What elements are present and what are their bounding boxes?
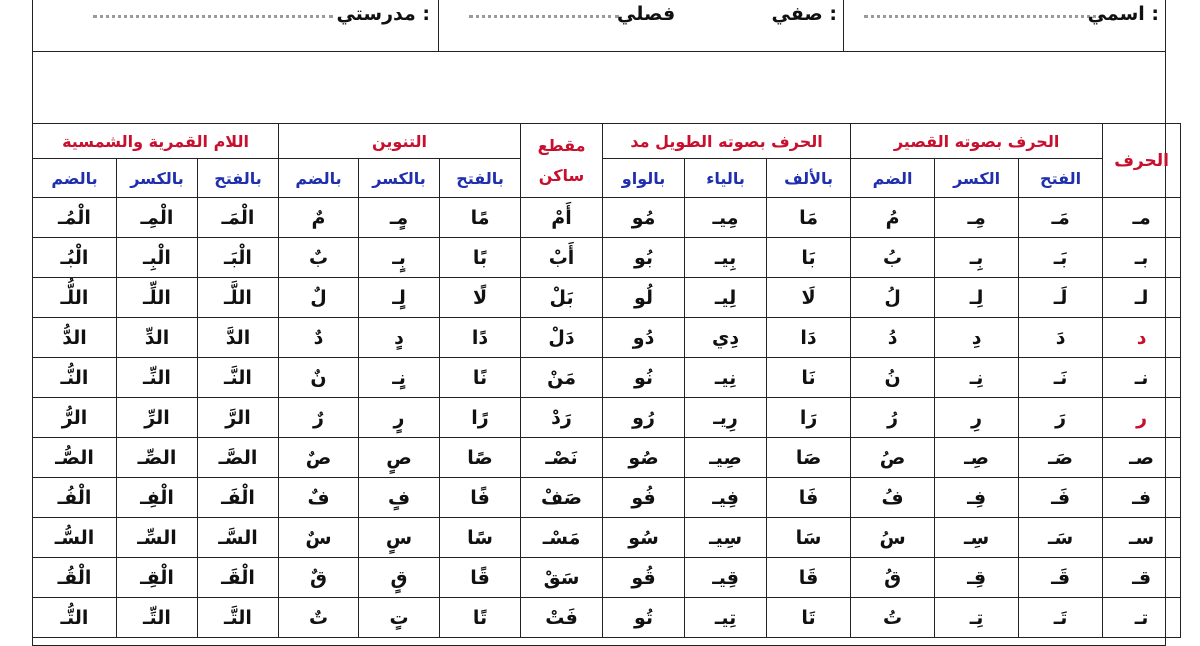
table-cell: الْمُـ (33, 198, 117, 238)
table-cell: نَا (767, 358, 851, 398)
subheader-lam-kasra: بالكسر (117, 159, 198, 198)
table-cell: الْقُـ (33, 558, 117, 598)
student-info-header (33, 0, 1165, 52)
table-cell: لٌ (279, 278, 359, 318)
school-cell (33, 0, 438, 51)
table-cell: الدُّ (33, 318, 117, 358)
worksheet (32, 0, 1169, 646)
table-cell: صُو (603, 438, 685, 478)
table-cell: لِيـ (685, 278, 767, 318)
table-cell: رَدْ (521, 398, 603, 438)
table-cell: رَا (767, 398, 851, 438)
table-cell: نُ (851, 358, 935, 398)
table-cell: تًا (440, 598, 521, 638)
table-cell: دُو (603, 318, 685, 358)
table-cell: الدَّ (198, 318, 279, 358)
table-cell: السِّـ (117, 518, 198, 558)
table-cell: مًا (440, 198, 521, 238)
table-cell: الْمِـ (117, 198, 198, 238)
table-cell: دَ (1019, 318, 1103, 358)
table-row (33, 198, 1181, 238)
table-cell: فُو (603, 478, 685, 518)
letter-cell: فـ (1103, 478, 1181, 518)
table-cell: نٍـ (359, 358, 440, 398)
table-cell: مِيـ (685, 198, 767, 238)
name-blank[interactable] (864, 15, 1104, 18)
table-cell: صٍ (359, 438, 440, 478)
table-cell: قُو (603, 558, 685, 598)
table-cell: رِ (935, 398, 1019, 438)
long-vowel-header: الحرف بصوته الطويل مد (603, 124, 851, 159)
table-cell: سَـ (1019, 518, 1103, 558)
table-cell: تُ (851, 598, 935, 638)
table-cell: بًا (440, 238, 521, 278)
name-cell (843, 0, 1165, 51)
class-label: فصلي (617, 3, 676, 25)
table-cell: فُ (851, 478, 935, 518)
table-cell: نَـ (1019, 358, 1103, 398)
table-row (33, 558, 1181, 598)
letters-table (32, 123, 1181, 638)
table-cell: أَبْ (521, 238, 603, 278)
subheader-fatha: الفتح (1019, 159, 1103, 198)
table-cell: بُو (603, 238, 685, 278)
table-cell: فٍ (359, 478, 440, 518)
table-cell: تِـ (935, 598, 1019, 638)
table-cell: قٌ (279, 558, 359, 598)
table-cell: صِـ (935, 438, 1019, 478)
table-cell: بَا (767, 238, 851, 278)
table-cell: نُو (603, 358, 685, 398)
table-cell: لَـ (1019, 278, 1103, 318)
subheader-alif: بالألف (767, 159, 851, 198)
school-label: مدرستي : (336, 3, 430, 25)
table-row (33, 398, 1181, 438)
table-row (33, 438, 1181, 478)
table-cell: أَمْ (521, 198, 603, 238)
table-cell: نٌ (279, 358, 359, 398)
table-row (33, 478, 1181, 518)
table-row (33, 278, 1181, 318)
table-cell: اللَّـ (198, 278, 279, 318)
letter-cell: صـ (1103, 438, 1181, 478)
table-cell: الرُّ (33, 398, 117, 438)
table-cell: سَا (767, 518, 851, 558)
table-cell: دُ (851, 318, 935, 358)
table-cell: الْمَـ (198, 198, 279, 238)
subheader-lam-fatha: بالفتح (198, 159, 279, 198)
table-cell: سُ (851, 518, 935, 558)
table-cell: الْبُـ (33, 238, 117, 278)
table-cell: مَنْ (521, 358, 603, 398)
letter-cell: د (1103, 318, 1181, 358)
table-cell: تٍ (359, 598, 440, 638)
table-cell: النُّـ (33, 358, 117, 398)
table-cell: فَتْ (521, 598, 603, 638)
subheader-damma: الضم (851, 159, 935, 198)
subheader-waw: بالواو (603, 159, 685, 198)
sakin-header: مقطع ساكن (521, 124, 603, 198)
table-cell: الرَّ (198, 398, 279, 438)
table-cell: رَ (1019, 398, 1103, 438)
table-cell: رِيـ (685, 398, 767, 438)
table-cell: مِـ (935, 198, 1019, 238)
table-cell: صَـ (1019, 438, 1103, 478)
table-cell: نِيـ (685, 358, 767, 398)
table-cell: الدِّ (117, 318, 198, 358)
table-cell: الْبِـ (117, 238, 198, 278)
table-cell: بُ (851, 238, 935, 278)
table-cell: صَفْ (521, 478, 603, 518)
subheader-tanween-kasra: بالكسر (359, 159, 440, 198)
table-cell: رٍ (359, 398, 440, 438)
table-cell: مٍـ (359, 198, 440, 238)
letter-cell: سـ (1103, 518, 1181, 558)
letter-cell: ر (1103, 398, 1181, 438)
table-cell: مَا (767, 198, 851, 238)
table-cell: الْبَـ (198, 238, 279, 278)
table-cell: رُ (851, 398, 935, 438)
grade-label: صفي : (771, 3, 837, 25)
table-cell: رُو (603, 398, 685, 438)
table-cell: اللِّـ (117, 278, 198, 318)
table-cell: قِـ (935, 558, 1019, 598)
table-cell: سٌ (279, 518, 359, 558)
table-cell: بٌ (279, 238, 359, 278)
letter-cell: تـ (1103, 598, 1181, 638)
table-cell: الرِّ (117, 398, 198, 438)
subheader-kasra: الكسر (935, 159, 1019, 198)
table-cell: رًا (440, 398, 521, 438)
table-cell: سِيـ (685, 518, 767, 558)
table-cell: التِّـ (117, 598, 198, 638)
table-cell: قِيـ (685, 558, 767, 598)
table-cell: فِـ (935, 478, 1019, 518)
table-cell: سُو (603, 518, 685, 558)
table-cell: دَا (767, 318, 851, 358)
table-cell: صِيـ (685, 438, 767, 478)
class-blank[interactable] (469, 15, 619, 18)
table-cell: بَـ (1019, 238, 1103, 278)
table-cell: مَـ (1019, 198, 1103, 238)
table-cell: نِـ (935, 358, 1019, 398)
lam-header: اللام القمرية والشمسية (33, 124, 279, 159)
subheader-lam-damma: بالضم (33, 159, 117, 198)
grade-class-cell (438, 0, 843, 51)
letter-column-header: الحرف (1103, 124, 1181, 198)
table-row (33, 358, 1181, 398)
table-cell: رٌ (279, 398, 359, 438)
table-cell: قَـ (1019, 558, 1103, 598)
table-cell: تٌ (279, 598, 359, 638)
table-cell: فَـ (1019, 478, 1103, 518)
table-row (33, 238, 1181, 278)
table-cell: لٍـ (359, 278, 440, 318)
letter-cell: قـ (1103, 558, 1181, 598)
table-cell: مُو (603, 198, 685, 238)
table-cell: بٍـ (359, 238, 440, 278)
table-cell: لِـ (935, 278, 1019, 318)
letter-cell: مـ (1103, 198, 1181, 238)
table-cell: الْقِـ (117, 558, 198, 598)
table-cell: التُّـ (33, 598, 117, 638)
table-cell: لُو (603, 278, 685, 318)
table-cell: دٍ (359, 318, 440, 358)
table-cell: تَـ (1019, 598, 1103, 638)
table-cell: بِيـ (685, 238, 767, 278)
table-cell: صُ (851, 438, 935, 478)
table-cell: بِـ (935, 238, 1019, 278)
short-vowel-header: الحرف بصوته القصير (851, 124, 1103, 159)
table-cell: الْقَـ (198, 558, 279, 598)
table-cell: قَا (767, 558, 851, 598)
table-cell: دًا (440, 318, 521, 358)
table-cell: دَلْ (521, 318, 603, 358)
table-cell: سِـ (935, 518, 1019, 558)
table-cell: صًا (440, 438, 521, 478)
table-cell: دِي (685, 318, 767, 358)
subheader-yaa: بالياء (685, 159, 767, 198)
table-cell: مُ (851, 198, 935, 238)
table-cell: النَّـ (198, 358, 279, 398)
letter-cell: نـ (1103, 358, 1181, 398)
table-cell: فِيـ (685, 478, 767, 518)
table-cell: قٍ (359, 558, 440, 598)
table-cell: سَقْ (521, 558, 603, 598)
table-cell: لَا (767, 278, 851, 318)
table-cell: سٍ (359, 518, 440, 558)
subheader-tanween-damma: بالضم (279, 159, 359, 198)
table-cell: النِّـ (117, 358, 198, 398)
table-cell: نَصْـ (521, 438, 603, 478)
table-cell: مٌ (279, 198, 359, 238)
table-cell: السُّـ (33, 518, 117, 558)
table-cell: اللُّـ (33, 278, 117, 318)
table-cell: الصَّـ (198, 438, 279, 478)
table-cell: سًا (440, 518, 521, 558)
table-cell: دِ (935, 318, 1019, 358)
table-row (33, 318, 1181, 358)
table-cell: الصُّـ (33, 438, 117, 478)
letter-cell: لـ (1103, 278, 1181, 318)
table-cell: الْفِـ (117, 478, 198, 518)
table-row (33, 598, 1181, 638)
table-cell: مَسْـ (521, 518, 603, 558)
table-cell: التَّـ (198, 598, 279, 638)
table-cell: فًا (440, 478, 521, 518)
tanween-header: التنوين (279, 124, 521, 159)
table-cell: فٌ (279, 478, 359, 518)
table-cell: الصِّـ (117, 438, 198, 478)
table-cell: بَلْ (521, 278, 603, 318)
name-label: اسمي : (1087, 3, 1159, 25)
table-cell: قًا (440, 558, 521, 598)
table-cell: السَّـ (198, 518, 279, 558)
table-body (33, 198, 1181, 638)
table-cell: نًا (440, 358, 521, 398)
table-cell: دٌ (279, 318, 359, 358)
table-cell: صَا (767, 438, 851, 478)
table-cell: لُ (851, 278, 935, 318)
table-cell: تِيـ (685, 598, 767, 638)
table-row (33, 518, 1181, 558)
school-blank[interactable] (93, 15, 333, 18)
letter-cell: بـ (1103, 238, 1181, 278)
table-cell: الْفَـ (198, 478, 279, 518)
subheader-tanween-fatha: بالفتح (440, 159, 521, 198)
table-cell: صٌ (279, 438, 359, 478)
table-cell: تُو (603, 598, 685, 638)
table-cell: لًا (440, 278, 521, 318)
table-cell: تَا (767, 598, 851, 638)
table-cell: فَا (767, 478, 851, 518)
table-cell: قُ (851, 558, 935, 598)
table-cell: الْفُـ (33, 478, 117, 518)
